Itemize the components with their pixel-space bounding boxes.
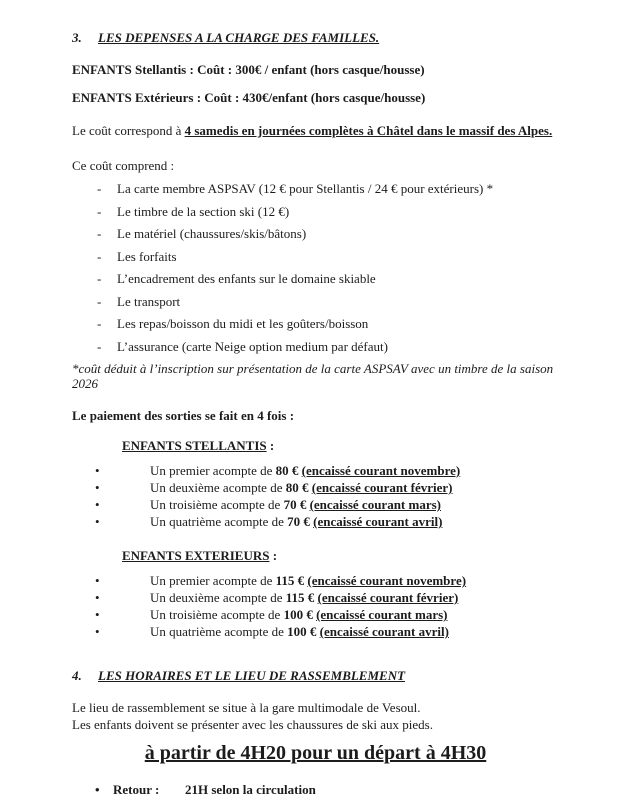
retour-line bbox=[72, 782, 571, 797]
correspond-line bbox=[72, 123, 571, 138]
list-item-text: Le matériel (chaussures/skis/bâtons) bbox=[117, 226, 307, 241]
list-item-text: Les repas/boisson du midi et les goûters/boisson bbox=[117, 316, 369, 331]
list-item-text: Le transport bbox=[117, 293, 181, 309]
list-item bbox=[72, 271, 571, 294]
section-3-heading bbox=[72, 30, 571, 45]
payment-intro: Le paiement des sorties se fait en 4 fois : bbox=[72, 408, 295, 423]
dash-bullet: - bbox=[97, 248, 102, 264]
includes-intro: Ce coût comprend : bbox=[72, 158, 175, 173]
list-item bbox=[72, 226, 571, 249]
stellantis-group-heading: ENFANTS STELLANTIS : bbox=[122, 438, 275, 453]
bullet-icon: • bbox=[95, 497, 100, 512]
bullet-icon: • bbox=[95, 624, 100, 639]
bullet-icon: • bbox=[95, 590, 100, 605]
list-item-text: Les forfaits bbox=[117, 248, 177, 264]
payment-item: • Un deuxième acompte de 115 € (encaissé courant février) bbox=[95, 590, 459, 605]
correspond-prefix: Le coût correspond à bbox=[72, 123, 185, 138]
list-item-text: L’assurance (carte Neige option medium par défaut) bbox=[117, 338, 388, 354]
correspond-underlined: 4 samedis en journées complètes à Châtel dans le massif des Alpes. bbox=[184, 123, 553, 138]
bullet-icon: • bbox=[95, 607, 100, 622]
section-4-title: LES HORAIRES ET LE LIEU DE RASSEMBLEMENT bbox=[98, 668, 406, 683]
exterieurs-payment-list bbox=[72, 573, 571, 641]
aspsav-footnote: *coût déduit à l’inscription sur présentation de la carte ASPSAV avec un timbre de la saison 2026 bbox=[72, 361, 554, 391]
dash-bullet: - bbox=[97, 271, 102, 286]
list-item-text: La carte membre ASPSAV (12 € pour Stellantis / 24 € pour extérieurs) * bbox=[117, 181, 494, 196]
rassemblement-line1: Le lieu de rassemblement se situe à la gare multimodale de Vesoul. bbox=[72, 700, 421, 715]
exterieurs-group-heading: ENFANTS EXTERIEURS : bbox=[122, 548, 278, 563]
payment-item: • Un quatrième acompte de 70 € (encaissé courant avril) bbox=[95, 514, 443, 529]
cost-stellantis-line: ENFANTS Stellantis : Coût : 300€ / enfant (hors casque/housse) bbox=[72, 62, 425, 77]
cost-exterieurs-line: ENFANTS Extérieurs : Coût : 430€/enfant (hors casque/housse) bbox=[72, 90, 426, 105]
list-item bbox=[72, 249, 571, 272]
payment-item: • Un premier acompte de 80 € (encaissé courant novembre) bbox=[95, 463, 461, 478]
rassemblement-paragraph bbox=[72, 700, 571, 734]
payment-item: • Un troisième acompte de 70 € (encaissé courant mars) bbox=[95, 497, 441, 512]
bullet-icon: • bbox=[95, 514, 100, 529]
dash-bullet: - bbox=[97, 226, 102, 241]
dash-bullet: - bbox=[97, 293, 102, 309]
bullet-icon: • bbox=[95, 480, 100, 495]
section-4-heading bbox=[72, 668, 571, 683]
payment-item: • Un quatrième acompte de 100 € (encaissé courant avril) bbox=[95, 624, 449, 639]
list-item-text: L’encadrement des enfants sur le domaine skiable bbox=[117, 271, 376, 286]
bullet-icon: • bbox=[95, 573, 100, 588]
dash-bullet: - bbox=[97, 181, 102, 196]
list-item bbox=[72, 181, 571, 204]
stellantis-payment-list bbox=[72, 463, 571, 531]
dash-bullet: - bbox=[97, 338, 102, 354]
section-3-title: LES DEPENSES A LA CHARGE DES FAMILLES. bbox=[98, 30, 380, 45]
dash-bullet: - bbox=[97, 316, 102, 331]
list-item bbox=[72, 316, 571, 339]
includes-list bbox=[72, 181, 571, 361]
list-item-text: Le timbre de la section ski (12 €) bbox=[117, 203, 290, 219]
payment-item: • Un troisième acompte de 100 € (encaissé courant mars) bbox=[95, 607, 448, 622]
retour-value: 21H selon la circulation bbox=[185, 782, 316, 797]
dash-bullet: - bbox=[97, 203, 102, 219]
retour-label: Retour : bbox=[113, 782, 160, 797]
list-item bbox=[72, 339, 571, 362]
list-item bbox=[72, 204, 571, 227]
bullet-icon: • bbox=[95, 782, 100, 797]
payment-item: • Un premier acompte de 115 € (encaissé courant novembre) bbox=[95, 573, 467, 588]
bullet-icon: • bbox=[95, 463, 100, 478]
section-3-number: 3. bbox=[72, 30, 82, 45]
section-4-number: 4. bbox=[72, 668, 82, 683]
rassemblement-line2: Les enfants doivent se présenter avec les chaussures de ski aux pieds. bbox=[72, 717, 433, 732]
list-item bbox=[72, 294, 571, 317]
departure-time-banner: à partir de 4H20 pour un départ à 4H30 bbox=[144, 742, 487, 764]
payment-item: • Un deuxième acompte de 80 € (encaissé courant février) bbox=[95, 480, 453, 495]
